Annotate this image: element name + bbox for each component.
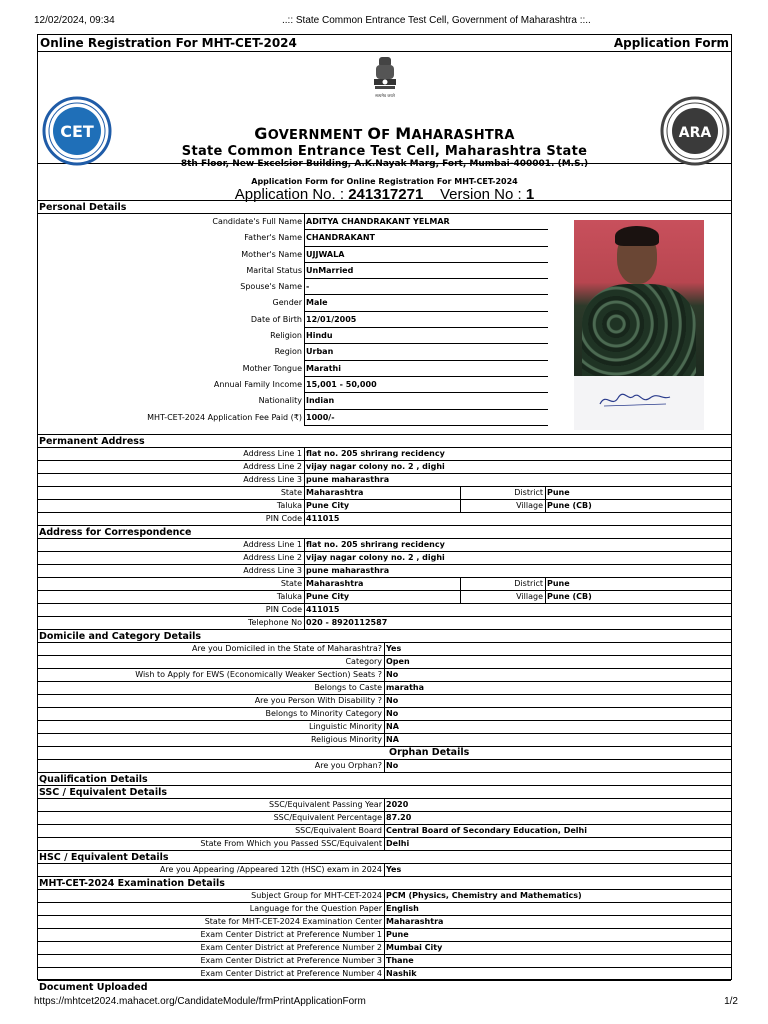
domicile-row-value: Yes <box>386 644 402 653</box>
perm-address-line1: flat no. 205 shrirang recidency <box>306 449 445 458</box>
domicile-row <box>38 721 731 734</box>
personal-details-rows <box>38 214 548 426</box>
office-address: 8th Floor, New Excelsior Building, A.K.Nayak Marg, Fort, Mumbai-400001. (M.S.) <box>180 159 589 169</box>
ssc-row-value: Central Board of Secondary Education, Delhi <box>386 826 587 835</box>
corr-phone-row: Telephone No 020 - 8920112587 <box>38 617 731 630</box>
corr-taluka-village-row: Taluka Pune City Village Pune (CB) <box>38 591 731 604</box>
personal-detail-row <box>38 279 548 295</box>
perm-address-line2-row: Address Line 2 vijay nagar colony no. 2 , dighi <box>38 461 731 474</box>
ssc-row-label: State From Which you Passed SSC/Equivalent <box>38 838 385 850</box>
print-footer <box>34 996 738 1010</box>
section-personal-details: Personal Details <box>38 201 731 214</box>
print-page-title: ..:: State Common Entrance Test Cell, Government of Maharashtra ::.. <box>282 15 591 26</box>
personal-details <box>38 214 731 435</box>
perm-village: Pune (CB) <box>547 501 592 510</box>
personal-detail-row-value: Male <box>305 295 548 311</box>
application-number-banner <box>38 159 731 203</box>
exam-row <box>38 942 731 955</box>
hsc-row-label: Are you Appearing /Appeared 12th (HSC) exam in 2024 <box>38 864 385 876</box>
personal-detail-row-value: - <box>305 279 548 295</box>
personal-detail-row <box>38 295 548 311</box>
personal-detail-row-value: Hindu <box>305 328 548 344</box>
ssc-row-label: SSC/Equivalent Board <box>38 825 385 837</box>
personal-detail-row-value: Indian <box>305 393 548 409</box>
government-title: GOVERNMENT OF MAHARASHTRA <box>254 124 515 143</box>
print-header <box>34 15 734 29</box>
domicile-row-value: No <box>386 696 399 705</box>
domicile-row-value: NA <box>386 735 399 744</box>
banner <box>38 52 731 164</box>
personal-detail-row-label: Date of Birth <box>38 312 305 328</box>
personal-detail-row-value: UJJWALA <box>305 247 548 263</box>
personal-detail-row <box>38 361 548 377</box>
section-exam-details: MHT-CET-2024 Examination Details <box>38 877 731 890</box>
exam-row <box>38 916 731 929</box>
ssc-row-value: Delhi <box>386 839 410 848</box>
personal-detail-row-value: 15,001 - 50,000 <box>305 377 548 393</box>
personal-detail-row-label: MHT-CET-2024 Application Fee Paid (₹) <box>38 410 305 426</box>
domicile-row <box>38 643 731 656</box>
personal-detail-row-label: Religion <box>38 328 305 344</box>
emblem-motto: सत्यमेव जयते <box>375 93 395 98</box>
perm-state: Maharashtra <box>305 487 461 499</box>
perm-address-line1-row: Address Line 1 flat no. 205 shrirang recidency <box>38 448 731 461</box>
domicile-row <box>38 708 731 721</box>
personal-detail-row-value: Marathi <box>305 361 548 377</box>
application-number: Application No. : 241317271 Version No : 1 <box>234 186 535 203</box>
exam-row-label: Subject Group for MHT-CET-2024 <box>38 890 385 902</box>
orphan-heading-row <box>38 747 731 760</box>
ssc-row <box>38 825 731 838</box>
exam-row <box>38 929 731 942</box>
section-correspondence-address: Address for Correspondence <box>38 526 731 539</box>
personal-detail-row <box>38 393 548 409</box>
exam-row-value: Nashik <box>386 969 417 978</box>
domicile-rows <box>38 643 731 747</box>
orphan-row: Are you Orphan? No <box>38 760 731 773</box>
personal-detail-row-label: Marital Status <box>38 263 305 279</box>
personal-detail-row-value: UnMarried <box>305 263 548 279</box>
perm-pin: 411015 <box>306 514 340 523</box>
domicile-row-label: Belongs to Caste <box>38 682 385 694</box>
section-permanent-address: Permanent Address <box>38 435 731 448</box>
ssc-row <box>38 812 731 825</box>
domicile-row <box>38 682 731 695</box>
section-hsc: HSC / Equivalent Details <box>38 851 731 864</box>
orphan-value: No <box>386 761 399 770</box>
exam-row <box>38 955 731 968</box>
domicile-row-label: Religious Minority <box>38 734 385 746</box>
perm-taluka: Pune City <box>305 500 461 512</box>
cet-cell-title: State Common Entrance Test Cell, Maharashtra State <box>181 144 588 159</box>
domicile-row-label: Belongs to Minority Category <box>38 708 385 720</box>
ssc-row <box>38 799 731 812</box>
domicile-row-value: maratha <box>386 683 424 692</box>
personal-detail-row-label: Gender <box>38 295 305 311</box>
corr-state: Maharashtra <box>305 578 461 590</box>
personal-detail-row-label: Region <box>38 344 305 360</box>
exam-row-value: English <box>386 904 419 913</box>
exam-rows <box>38 890 731 981</box>
exam-row-value: Mumbai City <box>386 943 443 952</box>
personal-detail-row <box>38 328 548 344</box>
domicile-row-value: No <box>386 670 399 679</box>
ssc-row-label: SSC/Equivalent Percentage <box>38 812 385 824</box>
domicile-row-value: Open <box>386 657 410 666</box>
personal-detail-row-label: Annual Family Income <box>38 377 305 393</box>
hsc-row <box>38 864 731 877</box>
exam-row-label: Exam Center District at Preference Number 1 <box>38 929 385 941</box>
exam-row-value: Pune <box>386 930 409 939</box>
exam-row-value: Thane <box>386 956 414 965</box>
domicile-row <box>38 695 731 708</box>
ara-logo-text: ARA <box>678 125 712 141</box>
personal-detail-row <box>38 230 548 246</box>
exam-row-label: Exam Center District at Preference Number 3 <box>38 955 385 967</box>
exam-row-label: Language for the Question Paper <box>38 903 385 915</box>
print-page-number: 1/2 <box>724 996 738 1007</box>
print-timestamp: 12/02/2024, 09:34 <box>34 15 115 26</box>
exam-row <box>38 968 731 981</box>
corr-address-line2-row: Address Line 2 vijay nagar colony no. 2 , dighi <box>38 552 731 565</box>
personal-detail-row-label: Spouse's Name <box>38 279 305 295</box>
corr-phone: 020 - 8920112587 <box>306 618 388 627</box>
personal-detail-row-label: Candidate's Full Name <box>38 214 305 230</box>
exam-row-value: PCM (Physics, Chemistry and Mathematics) <box>386 891 582 900</box>
personal-detail-row-value: ADITYA CHANDRAKANT YELMAR <box>305 214 548 230</box>
personal-detail-row-label: Mother's Name <box>38 247 305 263</box>
ssc-row-value: 2020 <box>386 800 409 809</box>
personal-detail-row-label: Father's Name <box>38 230 305 246</box>
domicile-row-label: Wish to Apply for EWS (Economically Weaker Section) Seats ? <box>38 669 385 681</box>
cet-logo-text: CET <box>60 122 94 141</box>
form-title-left: Online Registration For MHT-CET-2024 <box>40 36 297 50</box>
hsc-rows <box>38 864 731 877</box>
form-subtitle: Application Form for Online Registration For MHT-CET-2024 <box>251 177 518 186</box>
section-ssc: SSC / Equivalent Details <box>38 786 731 799</box>
candidate-photo <box>574 220 704 376</box>
form-title-right: Application Form <box>613 36 729 50</box>
perm-pin-row: PIN Code 411015 <box>38 513 731 526</box>
corr-address-line2: vijay nagar colony no. 2 , dighi <box>306 553 445 562</box>
corr-address-line3: pune maharasthra <box>306 566 390 575</box>
candidate-photo-box <box>574 220 704 430</box>
domicile-row <box>38 656 731 669</box>
ashoka-emblem-icon <box>370 55 400 99</box>
exam-row <box>38 903 731 916</box>
ssc-row-value: 87.20 <box>386 813 412 822</box>
title-bar <box>38 35 731 52</box>
exam-row-label: State for MHT-CET-2024 Examination Center <box>38 916 385 928</box>
personal-detail-row-value: 1000/- <box>305 410 548 426</box>
personal-detail-row-value: 12/01/2005 <box>305 312 548 328</box>
domicile-row <box>38 734 731 747</box>
corr-district: Pune <box>547 579 570 588</box>
exam-row-label: Exam Center District at Preference Number 4 <box>38 968 385 980</box>
personal-detail-row-label: Mother Tongue <box>38 361 305 377</box>
corr-address-line1-row: Address Line 1 flat no. 205 shrirang recidency <box>38 539 731 552</box>
personal-detail-row <box>38 344 548 360</box>
personal-detail-row-label: Nationality <box>38 393 305 409</box>
personal-detail-row-value: CHANDRAKANT <box>305 230 548 246</box>
ssc-row-label: SSC/Equivalent Passing Year <box>38 799 385 811</box>
domicile-row-label: Are you Domiciled in the State of Maharashtra? <box>38 643 385 655</box>
exam-row-label: Exam Center District at Preference Number 2 <box>38 942 385 954</box>
domicile-row-label: Are you Person With Disability ? <box>38 695 385 707</box>
corr-village: Pune (CB) <box>547 592 592 601</box>
perm-taluka-village-row: Taluka Pune City Village Pune (CB) <box>38 500 731 513</box>
perm-address-line3: pune maharasthra <box>306 475 390 484</box>
exam-row <box>38 890 731 903</box>
perm-district: Pune <box>547 488 570 497</box>
personal-detail-row <box>38 312 548 328</box>
section-documents: Document Uploaded <box>39 982 148 993</box>
candidate-signature <box>574 376 704 430</box>
corr-state-district-row: State Maharashtra District Pune <box>38 578 731 591</box>
perm-address-line3-row: Address Line 3 pune maharasthra <box>38 474 731 487</box>
domicile-row <box>38 669 731 682</box>
domicile-row-value: No <box>386 709 399 718</box>
personal-detail-row <box>38 263 548 279</box>
personal-detail-row <box>38 214 548 230</box>
perm-state-district-row: State Maharashtra District Pune <box>38 487 731 500</box>
corr-pin: 411015 <box>306 605 340 614</box>
exam-row-value: Maharashtra <box>386 917 444 926</box>
application-form <box>37 34 732 993</box>
domicile-row-value: NA <box>386 722 399 731</box>
domicile-row-label: Linguistic Minority <box>38 721 385 733</box>
personal-detail-row <box>38 247 548 263</box>
corr-pin-row: PIN Code 411015 <box>38 604 731 617</box>
print-url: https://mhtcet2024.mahacet.org/CandidateModule/frmPrintApplicationForm <box>34 996 366 1007</box>
personal-detail-row <box>38 377 548 393</box>
hsc-row-value: Yes <box>386 865 402 874</box>
orphan-heading: Orphan Details <box>389 747 470 758</box>
section-domicile-category: Domicile and Category Details <box>38 630 731 643</box>
ssc-row <box>38 838 731 851</box>
personal-detail-row <box>38 410 548 426</box>
domicile-row-label: Category <box>38 656 385 668</box>
corr-address-line3-row: Address Line 3 pune maharasthra <box>38 565 731 578</box>
section-qualification: Qualification Details <box>38 773 731 786</box>
personal-detail-row-value: Urban <box>305 344 548 360</box>
perm-address-line2: vijay nagar colony no. 2 , dighi <box>306 462 445 471</box>
corr-address-line1: flat no. 205 shrirang recidency <box>306 540 445 549</box>
ssc-rows <box>38 799 731 851</box>
corr-taluka: Pune City <box>305 591 461 603</box>
